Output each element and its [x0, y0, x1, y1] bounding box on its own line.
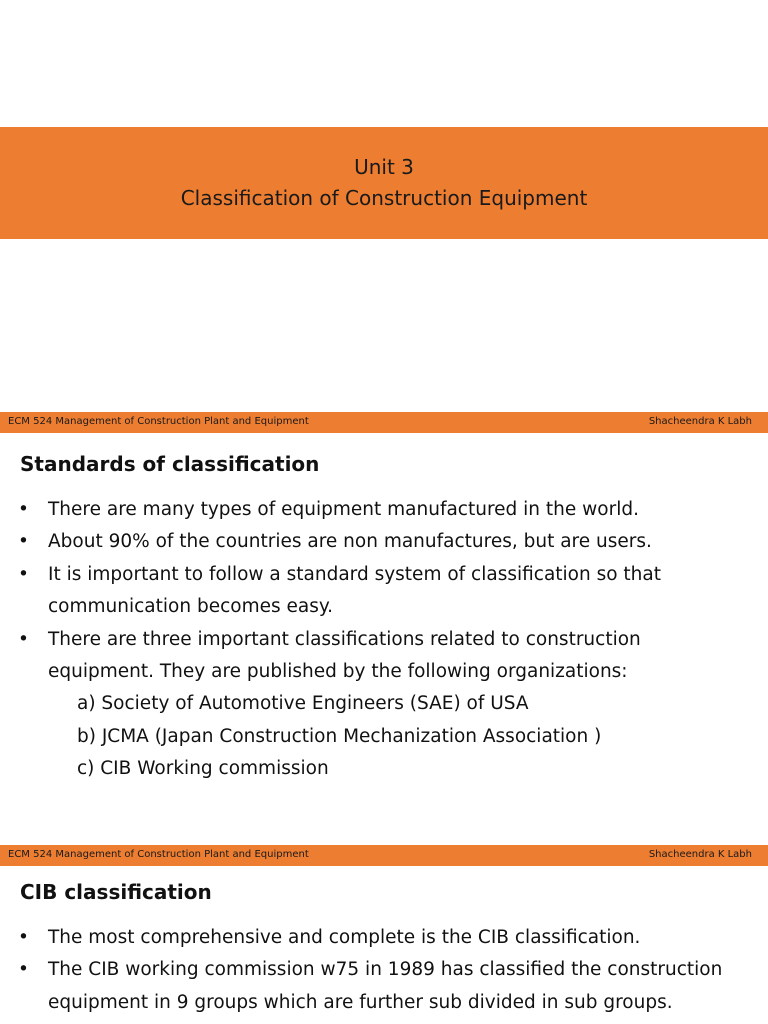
slide-title: Classification of Construction Equipment: [180, 186, 588, 210]
title-band: [0, 127, 768, 239]
list-item: [0, 922, 728, 954]
footer-bar: [0, 845, 768, 866]
bullet-icon: •: [18, 499, 29, 520]
list-item-text: There are many types of equipment manufactured in the world.: [48, 499, 639, 520]
sub-item: a) Society of Automotive Engineers (SAE) of USA: [77, 693, 529, 715]
list-item-text: There are three important classifications related to construction equipment. They are published by the following organizations:: [48, 628, 641, 683]
bullet-icon: •: [18, 563, 29, 585]
sub-list: [0, 688, 680, 785]
list-item-text: The CIB working commission w75 in 1989 has classified the construction equipment in 9 groups which are further sub divided in sub groups.: [48, 959, 723, 1013]
list-item-text: It is important to follow a standard system of classification so that communication becomes easy.: [48, 563, 662, 618]
list-item-text: About 90% of the countries are non manufactures, but are users.: [48, 531, 652, 553]
slide-heading: CIB classification: [20, 880, 212, 904]
bullet-icon: •: [18, 531, 29, 553]
footer-author: Shacheendra K Labh: [648, 849, 752, 860]
list-item: [0, 624, 728, 689]
slide-heading: Standards of classification: [20, 452, 320, 476]
footer-author: Shacheendra K Labh: [648, 416, 752, 427]
list-item: [0, 954, 728, 1019]
list-item: [0, 526, 728, 558]
sub-item: b) JCMA (Japan Construction Mechanization Association ): [77, 725, 602, 747]
footer-course: ECM 524 Management of Construction Plant and Equipment: [8, 849, 309, 860]
sub-item: c) CIB Working commission: [77, 758, 329, 780]
footer-course: ECM 524 Management of Construction Plant and Equipment: [8, 416, 309, 427]
unit-title: Unit 3: [354, 155, 414, 179]
bullet-list: [0, 494, 728, 786]
list-item: [0, 559, 728, 624]
bullet-list: [0, 922, 728, 1019]
bullet-icon: •: [18, 959, 29, 981]
footer-bar: [0, 412, 768, 433]
bullet-icon: •: [18, 927, 29, 948]
list-item-text: The most comprehensive and complete is the CIB classification.: [48, 927, 641, 948]
list-item: [0, 494, 728, 526]
bullet-icon: •: [18, 628, 29, 650]
